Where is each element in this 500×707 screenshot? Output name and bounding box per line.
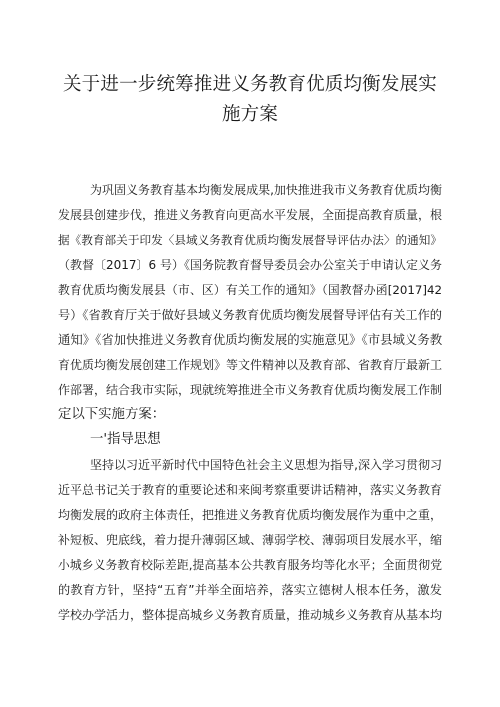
- paragraph-2-line: 的教育方针，坚持“五育”并举全面培养，落实立德树人根本任务，激发: [58, 583, 442, 597]
- document-title-line-2: 施方案: [221, 104, 279, 125]
- paragraph-2-line: 补短板、兜底线，着力提升薄弱区域、薄弱学校、薄弱项目发展水平，缩: [58, 533, 442, 547]
- paragraph-1-line: 为巩固义务教育基本均衡发展成果,加快推进我市义务教育优质均衡: [90, 183, 442, 197]
- paragraph-1-line: 教育优质均衡发展县（市、区）有关工作的通知》（国教督办函[2017]42: [58, 283, 442, 297]
- section-heading: 一'指导思想: [90, 432, 161, 447]
- paragraph-2-line: 小城乡义务教育校际差距,提高基本公共教育服务均等化水平；全面贯彻党: [58, 558, 442, 572]
- paragraph-1-line: 通知》《省加快推进义务教育优质均衡发展的实施意见》《市县域义务教: [58, 332, 442, 347]
- paragraph-1-line: 育优质均衡发展创建工作规划》等文件精神以及教育部、省教育厅最新工: [58, 358, 442, 372]
- paragraph-1-line: 号）《省教育厅关于做好县域义务教育优质均衡发展督导评估有关工作的: [58, 308, 442, 322]
- paragraph-1-line: （教督〔2017〕6 号）《国务院教育督导委员会办公室关于申请认定义务: [58, 258, 442, 272]
- paragraph-2-line: 近平总书记关于教育的重要论述和来闽考察重要讲话精神，落实义务教育: [58, 483, 442, 497]
- paragraph-2-line: 坚持以习近平新时代中国特色社会主义思想为指导,深入学习贯彻习: [90, 458, 442, 472]
- paragraph-1-line: 据《教育部关于印发〈县域义务教育优质均衡发展督导评估办法〉的通知》: [58, 233, 442, 247]
- paragraph-1-line: 作部署，结合我市实际，现就统筹推进全市义务教育优质均衡发展工作制: [58, 383, 442, 397]
- document-title-line-1: 关于进一步统筹推进义务教育优质均衡发展实: [62, 74, 437, 95]
- paragraph-1-line: 定以下实施方案：: [58, 407, 166, 422]
- paragraph-2-line: 学校办学活力，整体提高城乡义务教育质量，推动城乡义务教育从基本均: [58, 608, 442, 622]
- paragraph-2-line: 均衡发展的政府主体责任，把推进义务教育优质均衡发展作为重中之重，: [58, 508, 442, 522]
- paragraph-1-line: 发展县创建步伐，推进义务教育向更高水平发展，全面提高教育质量，根: [58, 208, 442, 222]
